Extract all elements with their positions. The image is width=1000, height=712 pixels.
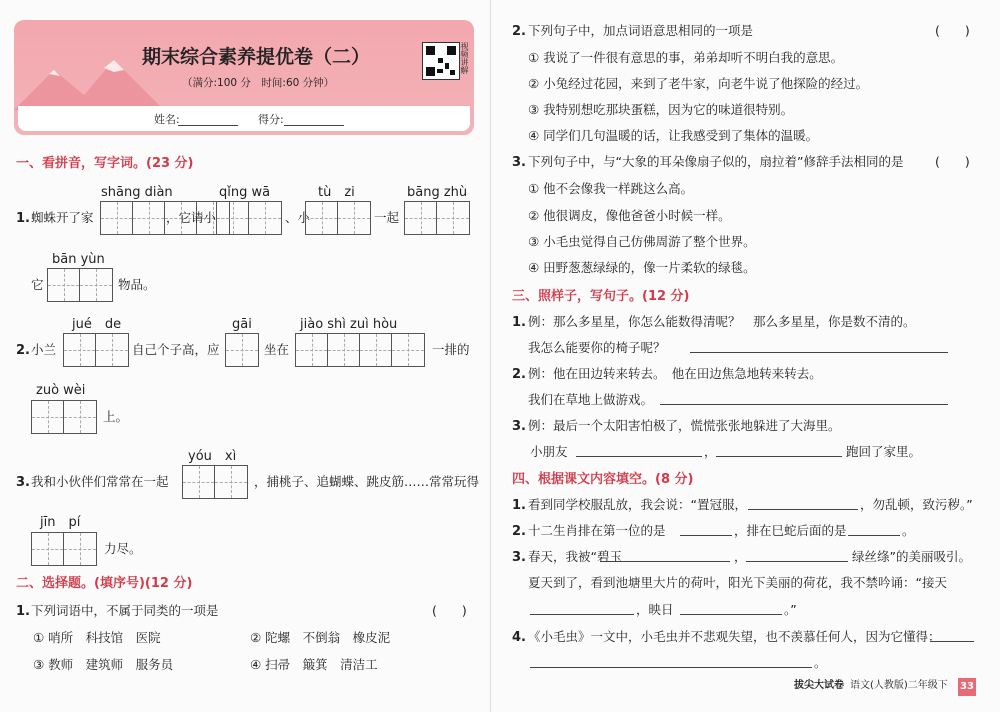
- answer-line[interactable]: [530, 614, 634, 615]
- answer-grid[interactable]: [216, 201, 282, 235]
- question-number: 1.: [16, 211, 30, 226]
- answer-grid[interactable]: [305, 201, 371, 235]
- question-text: 物品。: [118, 277, 156, 292]
- example-text: 例：那么多星星，你怎么能数得清呢？ 那么多星星，你是数不清的。: [528, 314, 916, 329]
- question-text: 、小: [285, 210, 311, 225]
- answer-grid[interactable]: [404, 201, 470, 235]
- qr-code-icon[interactable]: [422, 42, 460, 80]
- question-text: 。”: [784, 602, 797, 617]
- score-label: 得分:: [258, 113, 284, 126]
- answer-grid[interactable]: [295, 333, 425, 367]
- answer-line[interactable]: [680, 535, 732, 536]
- name-field[interactable]: [178, 125, 238, 126]
- question-text: 十二生肖排在第一位的是: [528, 523, 666, 538]
- pinyin: jué de: [72, 317, 122, 332]
- page-number: 33: [958, 678, 976, 696]
- question-text: 。: [814, 655, 827, 670]
- question-number: 3.: [512, 155, 526, 170]
- question-text: ，勿乱顿，致污秽。”: [860, 497, 973, 512]
- footer-brand: 拔尖大试卷: [794, 680, 844, 691]
- question-text: 一起: [374, 210, 400, 225]
- example-text: 例：他在田边转来转去。 他在田边焦急地转来转去。: [528, 366, 822, 381]
- pinyin: jiào shì zuì hòu: [300, 317, 398, 332]
- section-1-title: 一、看拼音，写字词。(23 分): [16, 156, 194, 171]
- answer-grid[interactable]: [63, 333, 129, 367]
- page-divider: [490, 0, 491, 712]
- question-text: 春天，我被“碧玉: [528, 549, 622, 564]
- answer-line[interactable]: [600, 561, 730, 562]
- answer-grid[interactable]: [182, 465, 248, 499]
- pinyin: zuò wèi: [36, 383, 86, 398]
- pinyin: gāi: [232, 317, 252, 332]
- question-number: 2.: [512, 524, 526, 539]
- qr-label: 视频讲解: [460, 42, 469, 74]
- question-text: 《小毛虫》一文中，小毛虫并不悲观失望，也不羡慕任何人，因为它懂得：: [528, 629, 941, 644]
- option: ② 小兔经过花园，来到了老牛家，向老牛说了他探险的经过。: [528, 76, 869, 91]
- question-number: 1.: [512, 498, 526, 513]
- answer-paren[interactable]: ( ): [935, 154, 970, 169]
- pinyin: shāng diàn: [101, 185, 173, 200]
- question-text: 我和小伙伴们常常在一起: [31, 474, 169, 489]
- answer-line[interactable]: [530, 667, 812, 668]
- name-label: 姓名:: [154, 113, 180, 126]
- answer-paren[interactable]: ( ): [432, 603, 467, 618]
- question-number: 3.: [16, 475, 30, 490]
- question-number: 3.: [512, 419, 526, 434]
- question-text: 我们在草地上做游戏。: [528, 392, 654, 407]
- question-text: 看到同学校服乱放，我会说：“置冠服，: [528, 497, 747, 512]
- question-text: 力尽。: [104, 541, 142, 556]
- option: ④ 田野葱葱绿绿的，像一片柔软的绿毯。: [528, 260, 756, 275]
- option: ① 他不会像我一样跳这么高。: [528, 181, 694, 196]
- question-text: 自己个子高，应: [132, 342, 220, 357]
- question-number: 1.: [512, 315, 526, 330]
- question-text: ，映日: [636, 602, 674, 617]
- question-number: 2.: [16, 343, 30, 358]
- exam-header: [14, 20, 474, 135]
- question-number: 2.: [512, 367, 526, 382]
- answer-grid[interactable]: [47, 268, 113, 302]
- question-text: 它: [31, 277, 44, 292]
- answer-grid[interactable]: [31, 400, 97, 434]
- pinyin: qǐng wā: [219, 185, 271, 200]
- answer-line[interactable]: [660, 404, 948, 405]
- question-text: 跑回了家里。: [846, 444, 922, 459]
- pinyin: tù zi: [318, 185, 355, 200]
- question-text: ，: [704, 444, 717, 459]
- question-text: 小兰: [31, 342, 57, 357]
- answer-line[interactable]: [680, 614, 782, 615]
- exam-subtitle: （满分:100 分 时间:60 分钟）: [182, 77, 335, 89]
- option: ④ 扫帚 簸箕 清洁工: [250, 657, 378, 672]
- answer-line[interactable]: [746, 561, 848, 562]
- question-text: 绿丝绦”的美丽吸引。: [852, 549, 971, 564]
- option: ③ 小毛虫觉得自己仿佛周游了整个世界。: [528, 234, 756, 249]
- question-text: 下列句子中，与“大象的耳朵像扇子似的，扇拉着”修辞手法相同的是: [528, 154, 904, 169]
- option: ④ 同学们几句温暖的话，让我感受到了集体的温暖。: [528, 128, 819, 143]
- answer-line[interactable]: [848, 535, 900, 536]
- answer-paren[interactable]: ( ): [935, 23, 970, 38]
- section-2-title: 二、选择题。(填序号)(12 分): [16, 576, 193, 591]
- option: ③ 教师 建筑师 服务员: [33, 657, 174, 672]
- question-text: 一排的: [432, 342, 470, 357]
- question-text: 我怎么能要你的椅子呢？: [528, 340, 666, 355]
- question-text: ，捕桃子、追蝴蝶、跳皮筋……常常玩得: [254, 474, 480, 489]
- exam-title: 期末综合素养提优卷（二）: [142, 46, 371, 68]
- question-text: 上。: [103, 409, 129, 424]
- pinyin: yóu xì: [188, 449, 237, 464]
- answer-line[interactable]: [716, 456, 842, 457]
- question-text: ，它请小: [166, 210, 217, 225]
- question-text: 下列词语中，不属于同类的一项是: [31, 603, 219, 618]
- score-field[interactable]: [284, 125, 344, 126]
- question-text: 。: [902, 523, 915, 538]
- section-3-title: 三、照样子，写句子。(12 分): [512, 289, 690, 304]
- option: ① 哨所 科技馆 医院: [33, 630, 161, 645]
- question-text: 下列句子中，加点词语意思相同的一项是: [528, 23, 754, 38]
- question-text: ，排在巳蛇后面的是: [734, 523, 847, 538]
- question-number: 1.: [16, 604, 30, 619]
- question-text: ，: [734, 549, 747, 564]
- name-score-bar: [18, 106, 470, 131]
- answer-grid[interactable]: [225, 333, 259, 367]
- question-text: 蜘蛛开了家: [31, 210, 94, 225]
- answer-line[interactable]: [690, 352, 948, 353]
- option: ② 他很调皮，像他爸爸小时候一样。: [528, 208, 731, 223]
- option: ② 陀螺 不倒翁 橡皮泥: [250, 630, 391, 645]
- answer-line[interactable]: [930, 641, 974, 642]
- answer-line[interactable]: [748, 509, 858, 510]
- footer-subject: 语文(人教版)二年级下: [850, 680, 948, 691]
- question-number: 4.: [512, 630, 526, 645]
- pinyin: jīn pí: [40, 515, 81, 530]
- question-text: 夏天到了，看到池塘里大片的荷叶，阳光下美丽的荷花，我不禁吟诵：“接天: [528, 575, 947, 590]
- example-text: 例：最后一个太阳害怕极了，慌慌张张地躲进了大海里。: [528, 418, 841, 433]
- question-text: 坐在: [264, 342, 290, 357]
- pinyin: bāng zhù: [407, 185, 468, 200]
- option: ① 我说了一件很有意思的事，弟弟却听不明白我的意思。: [528, 50, 844, 65]
- question-number: 3.: [512, 550, 526, 565]
- pinyin: bān yùn: [52, 252, 105, 267]
- section-4-title: 四、根据课文内容填空。(8 分): [512, 472, 694, 487]
- answer-line[interactable]: [576, 456, 702, 457]
- question-number: 2.: [512, 24, 526, 39]
- question-text: 小朋友: [530, 444, 568, 459]
- option: ③ 我特别想吃那块蛋糕，因为它的味道很特别。: [528, 102, 794, 117]
- answer-grid[interactable]: [31, 532, 97, 566]
